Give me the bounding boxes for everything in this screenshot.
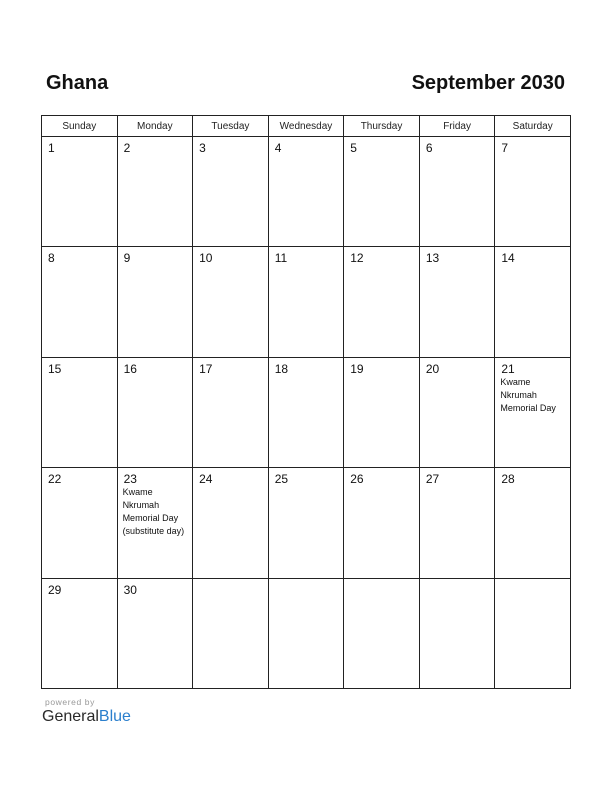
day-number: 25: [274, 472, 289, 487]
day-cell: [42, 247, 118, 357]
day-cell-empty: [268, 578, 344, 688]
day-number: 22: [48, 472, 62, 487]
week-row-4: [42, 468, 571, 578]
day-cell: [42, 357, 118, 467]
day-number: 10: [199, 251, 213, 266]
day-number: [344, 579, 419, 583]
holiday-label: Kwame Nkrumah Memorial Day (substitute day): [122, 487, 185, 537]
logo-blue-text: Blue: [98, 708, 131, 725]
powered-by-text: powered by: [45, 697, 95, 707]
day-cell-holiday: [495, 357, 571, 467]
day-cell-empty: [344, 578, 420, 688]
calendar-grid: [41, 115, 571, 689]
day-cell: [193, 357, 269, 467]
day-number: 26: [350, 472, 364, 487]
day-cell: [268, 137, 344, 247]
day-number: 29: [48, 582, 62, 597]
day-number: 20: [425, 361, 440, 376]
day-number: 23: [123, 472, 137, 487]
day-cell: [117, 357, 193, 467]
weekday-wednesday: Wednesday: [268, 116, 344, 137]
day-number: 14: [501, 251, 515, 266]
month-title: September 2030: [411, 72, 565, 94]
day-cell: [42, 468, 118, 578]
day-number: 9: [123, 251, 131, 266]
day-number: 7: [501, 141, 509, 155]
week-row-1: [42, 137, 571, 247]
weekday-sunday: Sunday: [42, 116, 118, 137]
holiday-label: Kwame Nkrumah Memorial Day: [500, 376, 556, 413]
day-cell: [117, 578, 193, 688]
day-cell: [344, 137, 420, 247]
day-cell: [193, 468, 269, 578]
week-row-3: [42, 357, 571, 467]
day-number: 6: [425, 141, 433, 155]
day-cell: [495, 137, 571, 247]
day-cell-empty: [193, 578, 269, 688]
day-number: [495, 579, 570, 583]
day-cell: [193, 137, 269, 247]
day-cell-empty: [495, 578, 571, 688]
day-cell: [268, 357, 344, 467]
day-number: 4: [274, 141, 282, 155]
day-cell: [495, 247, 571, 357]
weekday-friday: Friday: [419, 116, 495, 137]
day-number: 19: [350, 361, 364, 376]
day-number: 12: [350, 251, 364, 266]
day-cell: [419, 357, 495, 467]
day-number: [193, 579, 268, 583]
day-number: 8: [48, 251, 55, 266]
weekday-saturday: Saturday: [495, 116, 571, 137]
day-cell: [42, 137, 118, 247]
day-number: 27: [425, 472, 440, 487]
day-cell: [419, 247, 495, 357]
day-cell: [495, 468, 571, 578]
day-number: 21: [501, 361, 515, 376]
day-number: 16: [123, 361, 137, 376]
day-number: 17: [199, 361, 213, 376]
day-cell: [344, 247, 420, 357]
day-cell: [268, 468, 344, 578]
day-number: 3: [199, 141, 206, 155]
day-cell: [42, 578, 118, 688]
day-cell-empty: [419, 578, 495, 688]
week-row-2: [42, 247, 571, 357]
day-number: 18: [274, 361, 289, 376]
weekday-thursday: Thursday: [344, 116, 420, 137]
day-cell: [117, 247, 193, 357]
day-cell: [419, 137, 495, 247]
day-cell: [268, 247, 344, 357]
day-number: 28: [501, 472, 515, 487]
day-number: [420, 579, 495, 583]
week-row-5: [42, 578, 571, 688]
day-number: 30: [123, 582, 137, 597]
day-number: 5: [350, 141, 357, 155]
weekday-monday: Monday: [117, 116, 193, 137]
day-number: 13: [425, 251, 440, 266]
day-number: 11: [274, 251, 288, 266]
country-title: Ghana: [46, 72, 109, 94]
day-cell: [419, 468, 495, 578]
day-cell: [344, 357, 420, 467]
weekday-tuesday: Tuesday: [193, 116, 269, 137]
day-number: 15: [48, 361, 62, 376]
day-number: [269, 579, 344, 583]
day-cell: [344, 468, 420, 578]
day-number: 1: [48, 141, 55, 155]
day-cell-holiday: [117, 468, 193, 578]
day-number: 2: [123, 141, 131, 155]
logo-general-text: General: [42, 708, 99, 725]
day-number: 24: [199, 472, 213, 487]
weekday-header-row: [42, 116, 571, 137]
generalblue-logo[interactable]: [42, 708, 131, 726]
day-cell: [117, 137, 193, 247]
day-cell: [193, 247, 269, 357]
